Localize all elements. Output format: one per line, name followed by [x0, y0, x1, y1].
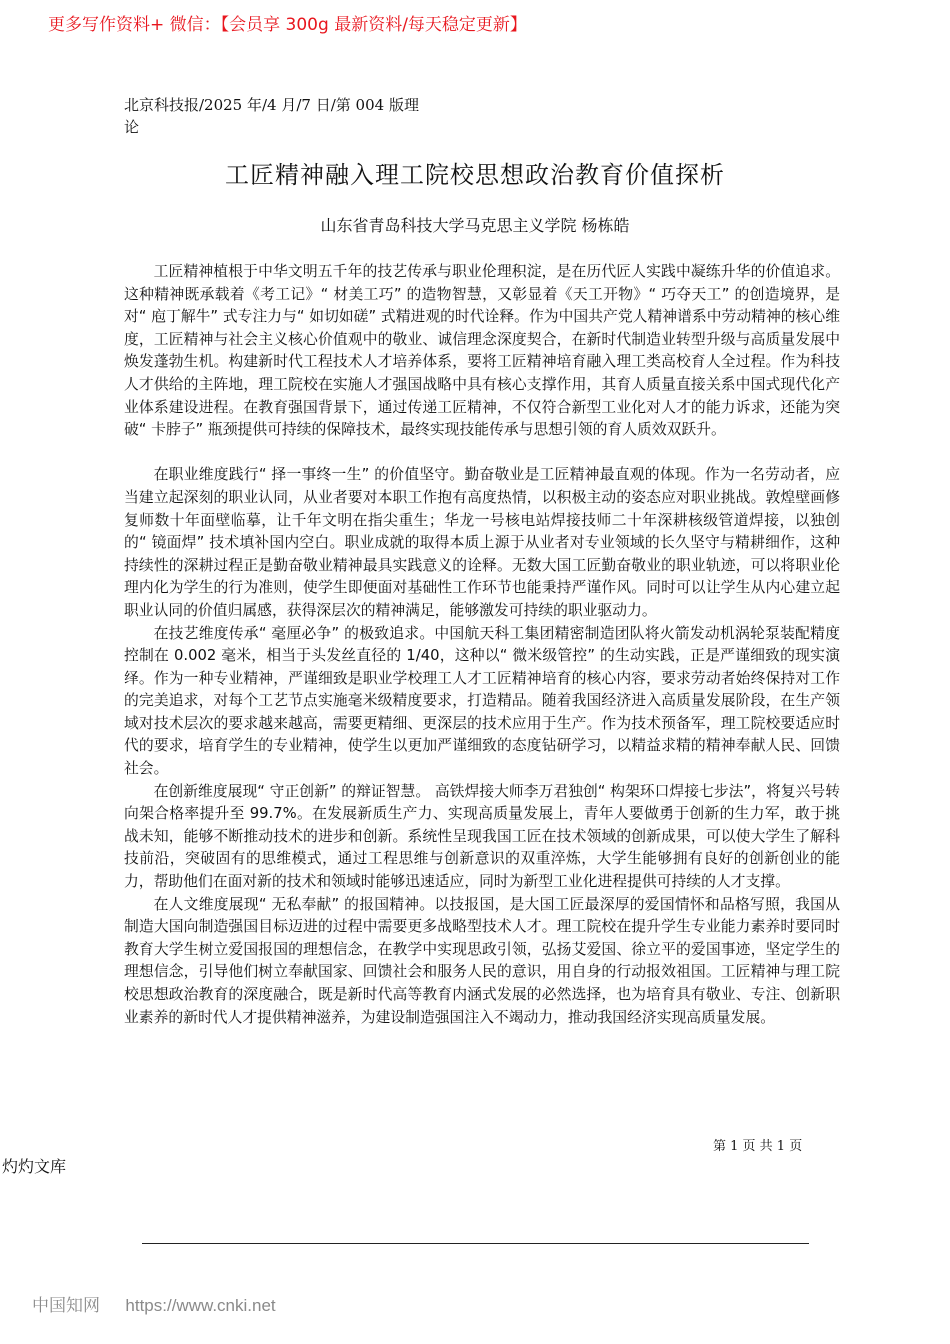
page-number: 第 1 页 共 1 页 [713, 1139, 803, 1154]
cnki-footer [32, 1294, 276, 1318]
paragraph-humanities-dimension: 在人文维度展现“ 无私奉献” 的报国精神。以技报国，是大国工匠最深厚的爱国情怀和品格写照，我国从制造大国向制造强国目标迈进的过程中需要更多战略型技术人才。理工院校在提升学生专业能力素养时要同时教育大学生树立爱国报国的理想信念，在教学中实现思政引领，弘扬艾爱国、徐立平的爱国事迹，坚定学生的理想信念，引导他们树立奉献国家、回馈社会和服务人民的意识，用自身的行动报效祖国。工匠精神与理工院校思想政治教育的深度融合，既是新时代高等教育内涵式发展的必然选择，也为培育具有敬业、专注、创新职业素养的新时代人才提供精神滋养，为建设制造强国注入不竭动力，推动我国经济实现高质量发展。 [124, 895, 840, 1026]
paragraph-innovation-dimension: 在创新维度展现“ 守正创新” 的辩证智慧。 高铁焊接大师李万君独创“ 构架环口焊接七步法”，将复兴号转向架合格率提升至 99.7%。在发展新质生产力、实现高质量发展上，青年人要做勇于创新的生力军，敢于挑战未知，能够不断推动技术的进步和创新。系统性呈现我国工匠在技术领域的创新成果，可以使大学生了解科技前沿，突破固有的思维模式，通过工程思维与创新意识的双重淬炼，大学生能够拥有良好的创新创业的能力，帮助他们在面对新的技术和领域时能够迅速适应，同时为新型工业化进程提供可持续的人才支撑。 [124, 782, 840, 891]
promo-banner: 更多写作资料+ 微信：【会员享 300g 最新资料/每天稳定更新】 [48, 15, 527, 35]
paragraph-introduction: 工匠精神植根于中华文明五千年的技艺传承与职业伦理积淀，是在历代匠人实践中凝练升华的价值追求。这种精神既承载着《考工记》“ 材美工巧” 的造物智慧，又彰显着《天工开物》“ 巧夺天工” 的创造境界，是对“ 庖丁解牛” 式专注力与“ 如切如磋” 式精进观的时代诠释。作为中国共产党人精神谱系中劳动精神的核心维度，工匠精神与社会主义核心价值观中的敬业、诚信理念深度契合，在新时代制造业转型升级与高质量发展中焕发蓬勃生机。构建新时代工程技术人才培养体系，要将工匠精神培育融入理工类高校育人全过程。作为科技人才供给的主阵地，理工院校在实施人才强国战略中具有核心支撑作用，其育人质量直接关系中国式现代化产业体系建设进程。在教育强国背景下，通过传递工匠精神，不仅符合新型工业化对人才的能力诉求，还能为突破“ 卡脖子” 瓶颈提供可持续的保障技术，最终实现技能传承与思想引领的育人质效双跃升。 [124, 263, 840, 439]
cnki-site-name: 中国知网 [32, 1296, 100, 1316]
library-watermark: 灼灼文库 [2, 1157, 67, 1176]
cnki-url-link[interactable]: https://www.cnki.net [125, 1296, 276, 1315]
paragraph-craft-dimension: 在技艺维度传承“ 毫厘必争” 的极致追求。中国航天科工集团精密制造团队将火箭发动机涡轮泵装配精度控制在 0.002 毫米，相当于头发丝直径的 1/40，这种以“ 微米级管控” 的生动实践，正是严谨细致的现实演绎。作为一种专业精神，严谨细致是职业学校理工人才工匠精神培育的核心内容，要求劳动者始终保持对工作的完美追求，对每个工艺节点实施毫米级精度要求，打造精品。随着我国经济进入高质量发展阶段，在生产领域对技术层次的要求越来越高，需要更精细、更深层的技术应用于生产。作为技术预备军，理工院校要适应时代的要求，培育学生的专业精神，使学生以更加严谨细致的态度钻研学习，以精益求精的精神奉献人民、回馈社会。 [124, 624, 840, 778]
footer-divider [142, 1243, 809, 1244]
article-author: 山东省青岛科技大学马克思主义学院 杨栋皓 [320, 216, 630, 235]
article-title: 工匠精神融入理工院校思想政治教育价值探析 [225, 161, 725, 189]
paragraph-professional-dimension: 在职业维度践行“ 择一事终一生” 的价值坚守。勤奋敬业是工匠精神最直观的体现。作为一名劳动者，应当建立起深刻的职业认同，从业者要对本职工作抱有高度热情，以积极主动的姿态应对职业挑战。敦煌壁画修复师数十年面壁临摹，让千年文明在指尖重生；华龙一号核电站焊接技师二十年深耕核级管道焊接，以独创的“ 镜面焊” 技术填补国内空白。职业成就的取得本质上源于从业者对专业领域的长久坚守与精耕细作，这种持续性的深耕过程正是勤奋敬业精神最具实践意义的诠释。无数大国工匠勤奋敬业的职业轨迹，可以将职业伦理内化为学生的行为准则，使学生即便面对基础性工作环节也能秉持严谨作风。同时可以让学生从内心建立起职业认同的价值归属感，获得深层次的精神满足，能够激发可持续的职业驱动力。 [124, 466, 840, 619]
article-body [124, 261, 840, 1029]
source-citation: 北京科技报/2025 年/4 月/7 日/第 004 版理论 [124, 96, 419, 136]
